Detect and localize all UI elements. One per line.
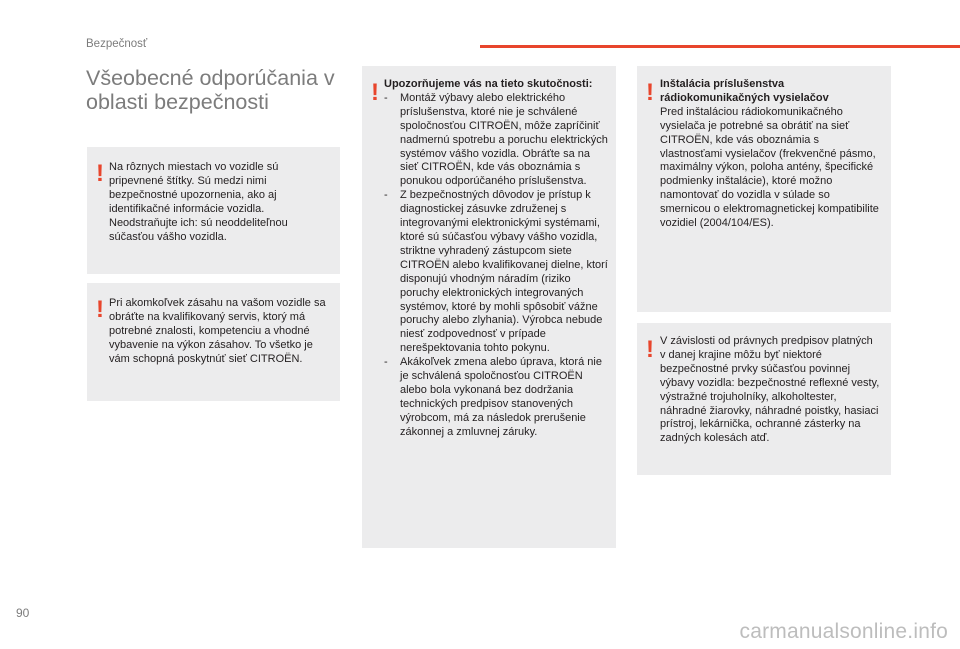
- warning-icon: !: [646, 336, 654, 363]
- warning-box-equipment: [637, 323, 891, 475]
- list-item: [384, 92, 610, 189]
- radio-text: Pred inštaláciou rádiokomunikačného vysielača je potrebné sa obrátiť na sieť CITROËN, kde vás oboznámia s vlastnosťami vysielačov (frekvenčné pásmo, maximálny výkon, poloha antény, špecifické podmienky inštalácie), ktoré možno namontovať do vozidla v súlade so smernicou o elektromagnetickej kompatibilite vozidiel (2004/104/ES).: [660, 105, 879, 230]
- radio-heading: Inštalácia príslušenstva rádiokomunikačných vysielačov: [660, 78, 829, 104]
- equipment-text: V závislosti od právnych predpisov platných v danej krajine môžu byť niektoré bezpečnostné prvky súčasťou povinnej výbavy vozidla: bezpečnostné reflexné vesty, výstražné trojuholníky, alkoholtester, náhradné žiarovky, náhradné poistky, hasiaci prístroj, lekárnička, ochranné zásterky na zadných kolesách atď.: [660, 335, 880, 445]
- warning-text: Na rôznych miestach vo vozidle sú pripevnené štítky. Sú medzi nimi bezpečnostné upozornenia, ako aj identifikačné informácie vozidla. Neodstraňujte ich: sú neoddeliteľnou súčasťou vášho vozidla.: [109, 161, 288, 243]
- list-item: [384, 356, 610, 439]
- warning-text: Pri akomkoľvek zásahu na vašom vozidle sa obráťte na kvalifikovaný servis, ktorý má potrebné znalosti, kompetenciu a vhodné vybavenie na výkon zásahov. To všetko je vám schopná poskytnúť sieť CITROËN.: [109, 297, 326, 365]
- warning-box-service: [87, 283, 340, 401]
- list-item-text: Montáž výbavy alebo elektrického príslušenstva, ktoré nie je schválené spoločnosťou CITROËN, môže zapríčiniť nadmernú spotrebu a poruchu elektrických systémov vášho vozidla. Obráťte sa na sieť CITROËN, kde vás oboznámia s ponukou odporúčaného príslušenstva.: [400, 91, 608, 188]
- list-dash: -: [384, 356, 388, 369]
- page-title: Všeobecné odporúčania v oblasti bezpečnosti: [86, 66, 335, 114]
- list-dash: -: [384, 189, 388, 202]
- watermark: carmanualsonline.info: [739, 620, 948, 643]
- warning-box-labels: [87, 147, 340, 274]
- warning-box-notice: [362, 66, 616, 548]
- section-label: Bezpečnosť: [86, 38, 148, 50]
- list-item-text: Z bezpečnostných dôvodov je prístup k diagnostickej zásuvke združenej s integrovanými elektronickými systémami, ktoré sú súčasťou výbavy vášho vozidla, striktne vyhradený zástupcom siete CITROËN alebo kvalifikovanej dielne, ktorí disponujú vhodným náradím (riziko poruchy elektronických integrovaných systémov, ktoré by mohli spôsobiť vážne poruchy alebo zlyhania). Výrobca nebude niesť zodpovednosť v prípade nerešpektovania tohto pokynu.: [400, 189, 608, 355]
- list-item-text: Akákoľvek zmena alebo úprava, ktorá nie je schválená spoločnosťou CITROËN alebo bola vykonaná bez dodržania technických predpisov stanovených výrobcom, má za následok prerušenie zákonnej a zmluvnej záruky.: [400, 356, 602, 438]
- header-accent-rule: [480, 45, 960, 48]
- warning-icon: !: [96, 160, 104, 187]
- warning-box-radio: [637, 66, 891, 312]
- warning-icon: !: [96, 296, 104, 323]
- page-number: 90: [16, 606, 30, 620]
- warning-icon: !: [646, 79, 654, 106]
- notice-heading: Upozorňujeme vás na tieto skutočnosti:: [384, 78, 593, 90]
- list-dash: -: [384, 91, 388, 104]
- list-item: [384, 189, 610, 356]
- warning-icon: !: [371, 79, 379, 106]
